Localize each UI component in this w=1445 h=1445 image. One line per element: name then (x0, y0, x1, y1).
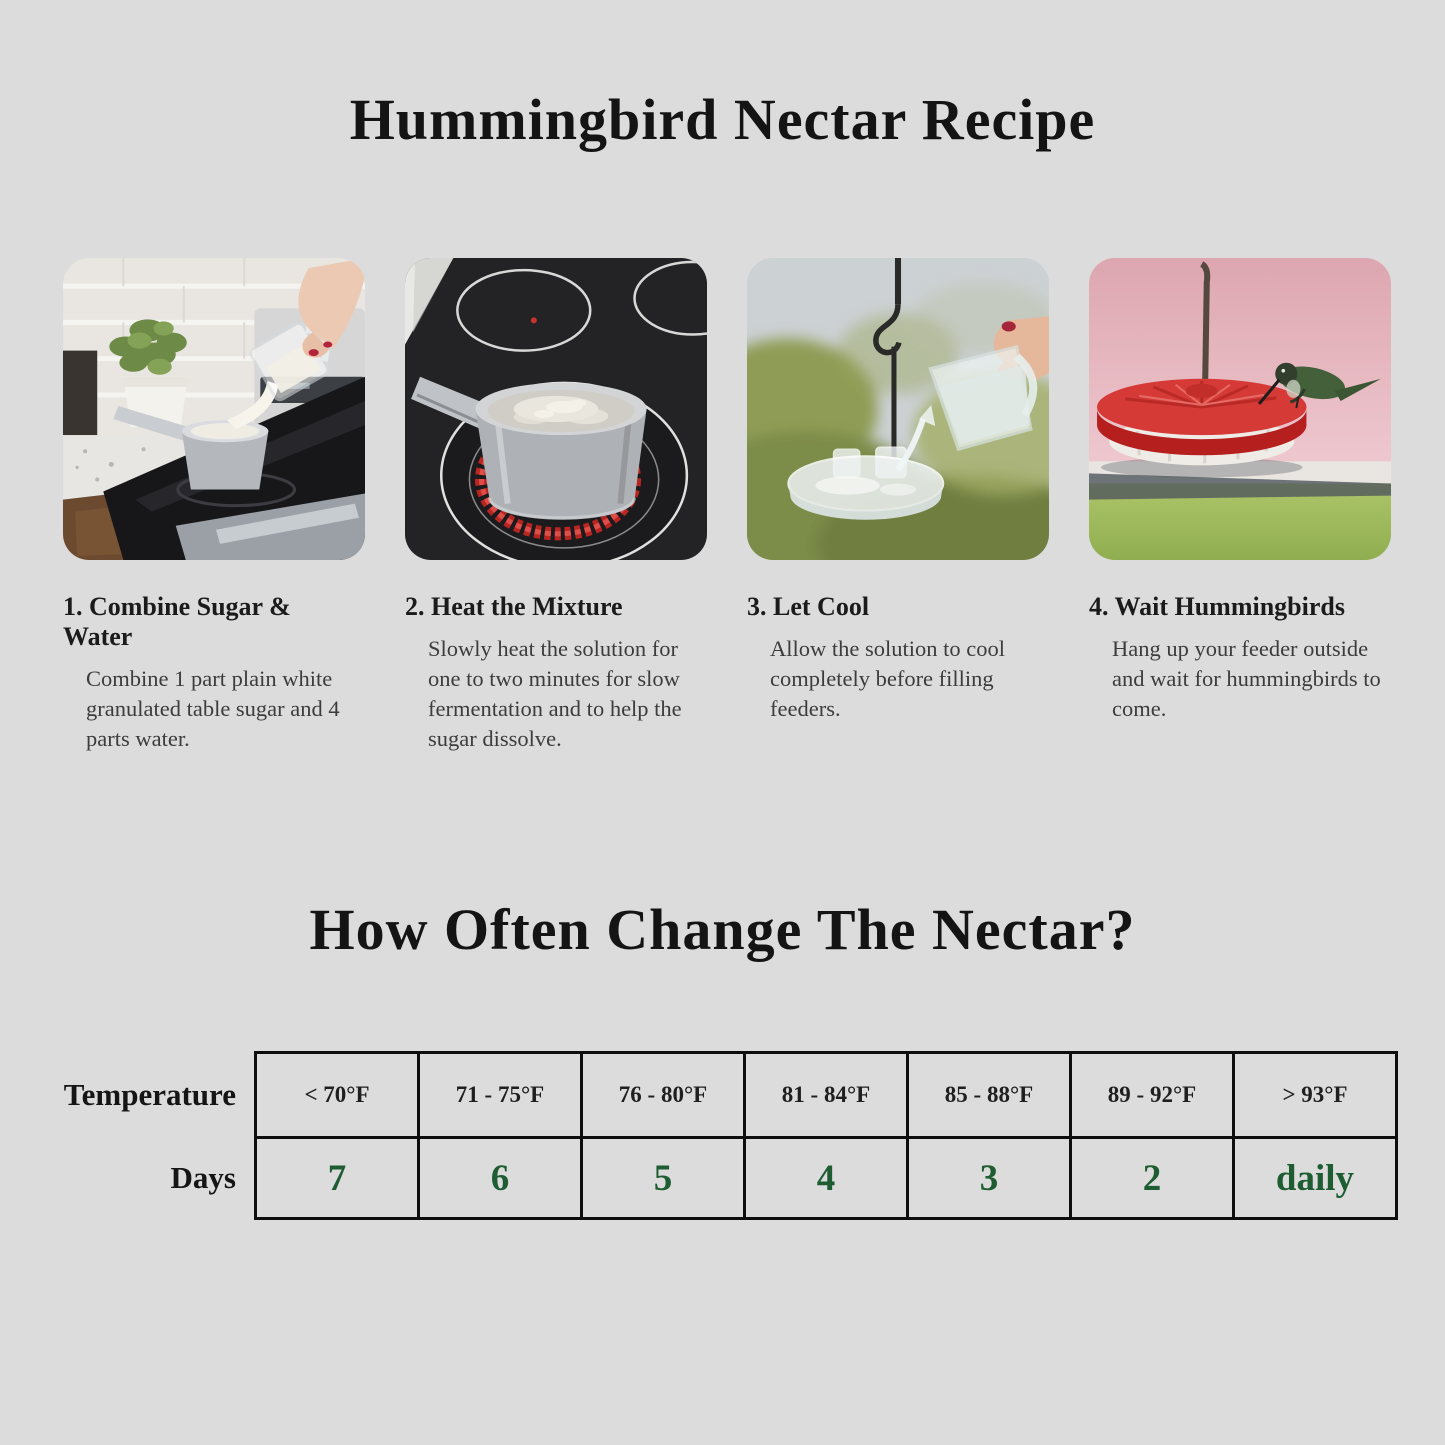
pouring-water-into-feeder-dish-photo (747, 258, 1049, 560)
temperature-cell: 76 - 80°F (582, 1053, 745, 1138)
step-2-description: Slowly heat the solution for one to two minutes for slow fermentation and to help the sugar dissolve. (428, 636, 682, 752)
saucepan-boiling-on-stove-photo (405, 258, 707, 560)
temperature-cell: < 70°F (256, 1053, 419, 1138)
step-3 (747, 258, 1049, 755)
temperature-row (30, 1053, 1397, 1138)
step-2-title: 2. Heat the Mixture (405, 592, 623, 621)
days-cell: 7 (256, 1138, 419, 1219)
nectar-change-table (30, 1051, 1398, 1220)
step-4-illustration (1089, 258, 1391, 560)
days-row-label: Days (170, 1160, 236, 1195)
step-1 (63, 258, 365, 755)
step-3-description: Allow the solution to cool completely before filling feeders. (770, 636, 1005, 722)
days-cell: 4 (745, 1138, 908, 1219)
step-1-description: Combine 1 part plain white granulated table sugar and 4 parts water. (86, 666, 340, 752)
days-cell: 3 (908, 1138, 1071, 1219)
step-3-title: 3. Let Cool (747, 592, 870, 621)
step-1-title: 1. Combine Sugar & Water (63, 592, 291, 651)
steps-row (63, 258, 1390, 755)
section-title: How Often Change The Nectar? (309, 897, 1136, 962)
page-title: Hummingbird Nectar Recipe (349, 87, 1096, 152)
pouring-sugar-into-saucepan-photo (63, 258, 365, 560)
nectar-change-table-block (30, 1051, 1398, 1220)
temperature-row-label: Temperature (63, 1077, 236, 1112)
step-4-title: 4. Wait Hummingbirds (1089, 592, 1345, 621)
step-4 (1089, 258, 1391, 755)
temperature-cell: 85 - 88°F (908, 1053, 1071, 1138)
days-cell: 5 (582, 1138, 745, 1219)
days-cell: daily (1234, 1138, 1397, 1219)
days-row (30, 1138, 1397, 1219)
step-4-description: Hang up your feeder outside and wait for hummingbirds to come. (1112, 636, 1381, 722)
step-3-illustration (747, 258, 1049, 560)
temperature-cell: 81 - 84°F (745, 1053, 908, 1138)
temperature-cell: 71 - 75°F (419, 1053, 582, 1138)
temperature-cell: > 93°F (1234, 1053, 1397, 1138)
hummingbird-on-red-feeder-photo (1089, 258, 1391, 560)
step-2 (405, 258, 707, 755)
step-2-illustration (405, 258, 707, 560)
temperature-cell: 89 - 92°F (1071, 1053, 1234, 1138)
step-1-illustration (63, 258, 365, 560)
days-cell: 2 (1071, 1138, 1234, 1219)
days-cell: 6 (419, 1138, 582, 1219)
